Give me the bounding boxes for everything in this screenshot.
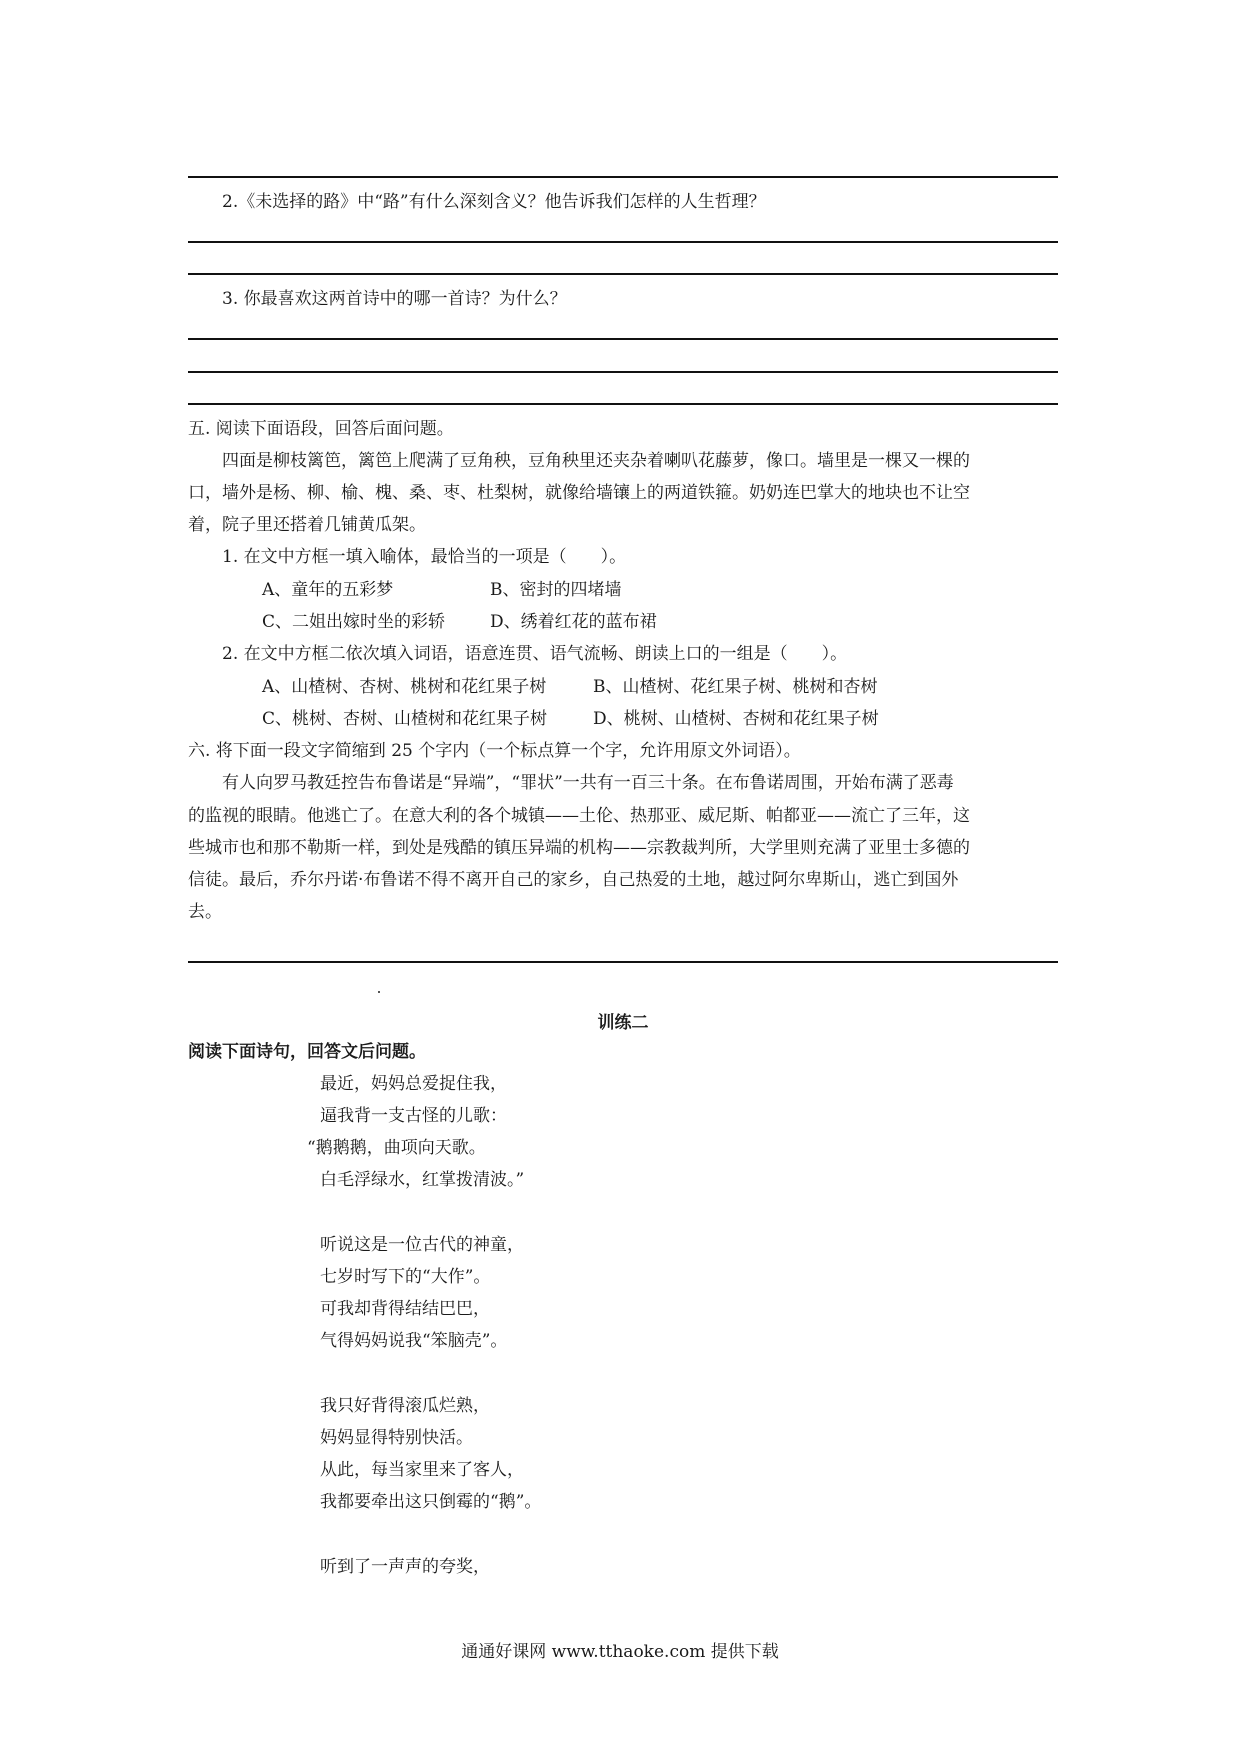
poem-line: 我只好背得滚瓜烂熟， xyxy=(320,1396,490,1416)
question-3: 3. 你最喜欢这两首诗中的哪一首诗？为什么？ xyxy=(222,289,567,309)
answer-line xyxy=(188,961,1058,963)
passage-5-line-2: 口，墙外是杨、柳、榆、槐、桑、枣、杜梨树，就像给墙镶上的两道铁箍。奶奶连巴掌大的地块也不让空 xyxy=(188,483,970,503)
scan-speck xyxy=(378,991,380,993)
option-c: C、桃树、杏树、山楂树和花红果子树 xyxy=(262,709,548,729)
question-2: 2.《未选择的路》中“路”有什么深刻含义？他告诉我们怎样的人生哲理？ xyxy=(222,192,766,212)
answer-line xyxy=(188,176,1058,178)
poem-line: 最近，妈妈总爱捉住我， xyxy=(320,1074,507,1094)
poem-line: 逼我背一支古怪的儿歌： xyxy=(320,1106,507,1126)
poem-line: 气得妈妈说我“笨脑壳”。 xyxy=(320,1331,508,1351)
passage-6-line-2: 的监视的眼睛。他逃亡了。在意大利的各个城镇——土伦、热那亚、威尼斯、帕都亚——流亡了三年，这 xyxy=(188,806,970,826)
poem-line: 七岁时写下的“大作”。 xyxy=(320,1267,491,1287)
poem-line: 我都要牵出这只倒霉的“鹅”。 xyxy=(320,1492,542,1512)
passage-6-line-4: 信徒。最后，乔尔丹诺·布鲁诺不得不离开自己的家乡，自己热爱的土地，越过阿尔卑斯山，逃亡到国外 xyxy=(188,870,959,890)
answer-line xyxy=(188,338,1058,340)
poem-line: 从此，每当家里来了客人， xyxy=(320,1460,524,1480)
option-a: A、山楂树、杏树、桃树和花红果子树 xyxy=(262,677,547,697)
passage-6-line-1: 有人向罗马教廷控告布鲁诺是“异端”，“罪状”一共有一百三十条。在布鲁诺周围，开始布满了恶毒 xyxy=(222,773,954,793)
poem-line: “鹅鹅鹅，曲项向天歌。 xyxy=(307,1138,486,1158)
poem-line: 白毛浮绿水，红掌拨清波。” xyxy=(320,1170,525,1190)
option-b: B、山楂树、花红果子树、桃树和杏树 xyxy=(593,677,878,697)
training-instruction: 阅读下面诗句，回答文后问题。 xyxy=(188,1042,426,1062)
passage-6-line-3: 些城市也和那不勒斯一样，到处是残酷的镇压异端的机构——宗教裁判所，大学里则充满了亚里士多德的 xyxy=(188,838,970,858)
poem-line: 可我却背得结结巴巴， xyxy=(320,1299,490,1319)
poem-line: 听说这是一位古代的神童， xyxy=(320,1235,524,1255)
training-heading: 训练二 xyxy=(597,1013,649,1033)
passage-5-line-1: 四面是柳枝篱笆，篱笆上爬满了豆角秧，豆角秧里还夹杂着喇叭花藤萝，像口。墙里是一棵又一棵的 xyxy=(222,451,970,471)
section-6-title: 六. 将下面一段文字简缩到 25 个字内（一个标点算一个字，允许用原文外词语）。 xyxy=(188,741,801,761)
passage-5-line-3: 着，院子里还搭着几铺黄瓜架。 xyxy=(188,515,426,535)
section-5-title: 五. 阅读下面语段，回答后面问题。 xyxy=(188,419,454,439)
page-footer: 通通好课网 www.tthaoke.com 提供下载 xyxy=(461,1642,779,1662)
answer-line xyxy=(188,241,1058,243)
answer-line xyxy=(188,273,1058,275)
option-a: A、童年的五彩梦 xyxy=(262,580,394,600)
section-5-question-1: 1. 在文中方框一填入喻体，最恰当的一项是（ ）。 xyxy=(222,547,627,567)
answer-line xyxy=(188,371,1058,373)
poem-line: 听到了一声声的夸奖， xyxy=(320,1557,490,1577)
option-d: D、绣着红花的蓝布裙 xyxy=(490,612,657,632)
poem-line: 妈妈显得特别快活。 xyxy=(320,1428,473,1448)
section-5-question-2: 2. 在文中方框二依次填入词语，语意连贯、语气流畅、朗读上口的一组是（ ）。 xyxy=(222,644,848,664)
option-d: D、桃树、山楂树、杏树和花红果子树 xyxy=(593,709,879,729)
option-b: B、密封的四堵墙 xyxy=(490,580,622,600)
option-c: C、二姐出嫁时坐的彩轿 xyxy=(262,612,446,632)
passage-6-line-5: 去。 xyxy=(188,902,222,922)
answer-line xyxy=(188,403,1058,405)
